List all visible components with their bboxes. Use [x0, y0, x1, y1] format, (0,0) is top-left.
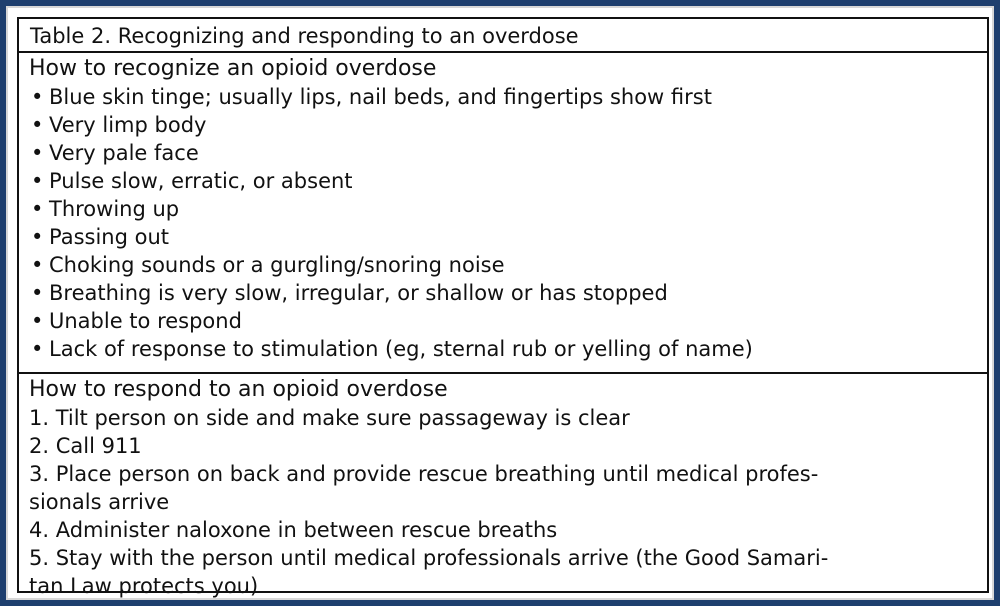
step-item	[29, 432, 977, 460]
list-item-text: Breathing is very slow, irregular, or shallow or has stopped	[49, 281, 668, 305]
bullet-icon: •	[31, 169, 44, 193]
list-item	[29, 111, 977, 139]
recognize-heading: How to recognize an opioid overdose	[29, 56, 437, 81]
list-item	[29, 195, 977, 223]
list-item-text: Passing out	[49, 225, 170, 249]
page-frame	[6, 6, 994, 600]
bullet-icon: •	[31, 337, 44, 361]
list-item-text: Choking sounds or a gurgling/snoring noise	[49, 253, 505, 277]
bullet-icon: •	[31, 85, 44, 109]
bullet-icon: •	[31, 253, 44, 277]
bullet-icon: •	[31, 197, 44, 221]
step-line: 1. Tilt person on side and make sure passageway is clear	[29, 406, 630, 430]
list-item-text: Pulse slow, erratic, or absent	[49, 169, 353, 193]
table-title: Table 2. Recognizing and responding to an overdose	[19, 19, 987, 53]
list-item	[29, 167, 977, 195]
step-line: 2. Call 911	[29, 434, 142, 458]
respond-heading: How to respond to an opioid overdose	[29, 377, 448, 402]
recognize-list	[29, 83, 977, 363]
step-line: sionals arrive	[29, 490, 170, 514]
bullet-icon: •	[31, 225, 44, 249]
bullet-icon: •	[31, 281, 44, 305]
step-item	[29, 404, 977, 432]
step-line: 3. Place person on back and provide rescue breathing until medical profes-	[29, 462, 819, 486]
step-line: tan Law protects you)	[29, 574, 259, 598]
list-item	[29, 251, 977, 279]
step-item	[29, 516, 977, 544]
list-item	[29, 139, 977, 167]
respond-steps	[29, 404, 977, 600]
list-item	[29, 223, 977, 251]
recognize-section	[19, 53, 987, 374]
list-item-text: Very limp body	[49, 113, 207, 137]
step-line: 5. Stay with the person until medical professionals arrive (the Good Samari-	[29, 546, 829, 570]
overdose-table	[17, 17, 989, 598]
list-item	[29, 279, 977, 307]
list-item-text: Blue skin tinge; usually lips, nail beds, and fingertips show first	[49, 85, 712, 109]
step-item	[29, 544, 977, 600]
bullet-icon: •	[31, 309, 44, 333]
list-item	[29, 307, 977, 335]
respond-section	[19, 374, 987, 600]
list-item-text: Unable to respond	[49, 309, 242, 333]
list-item-text: Lack of response to stimulation (eg, sternal rub or yelling of name)	[49, 337, 753, 361]
bullet-icon: •	[31, 113, 44, 137]
list-item-text: Very pale face	[49, 141, 199, 165]
list-item	[29, 83, 977, 111]
step-line: 4. Administer naloxone in between rescue breaths	[29, 518, 558, 542]
step-item	[29, 460, 977, 516]
list-item	[29, 335, 977, 363]
bullet-icon: •	[31, 141, 44, 165]
list-item-text: Throwing up	[49, 197, 180, 221]
